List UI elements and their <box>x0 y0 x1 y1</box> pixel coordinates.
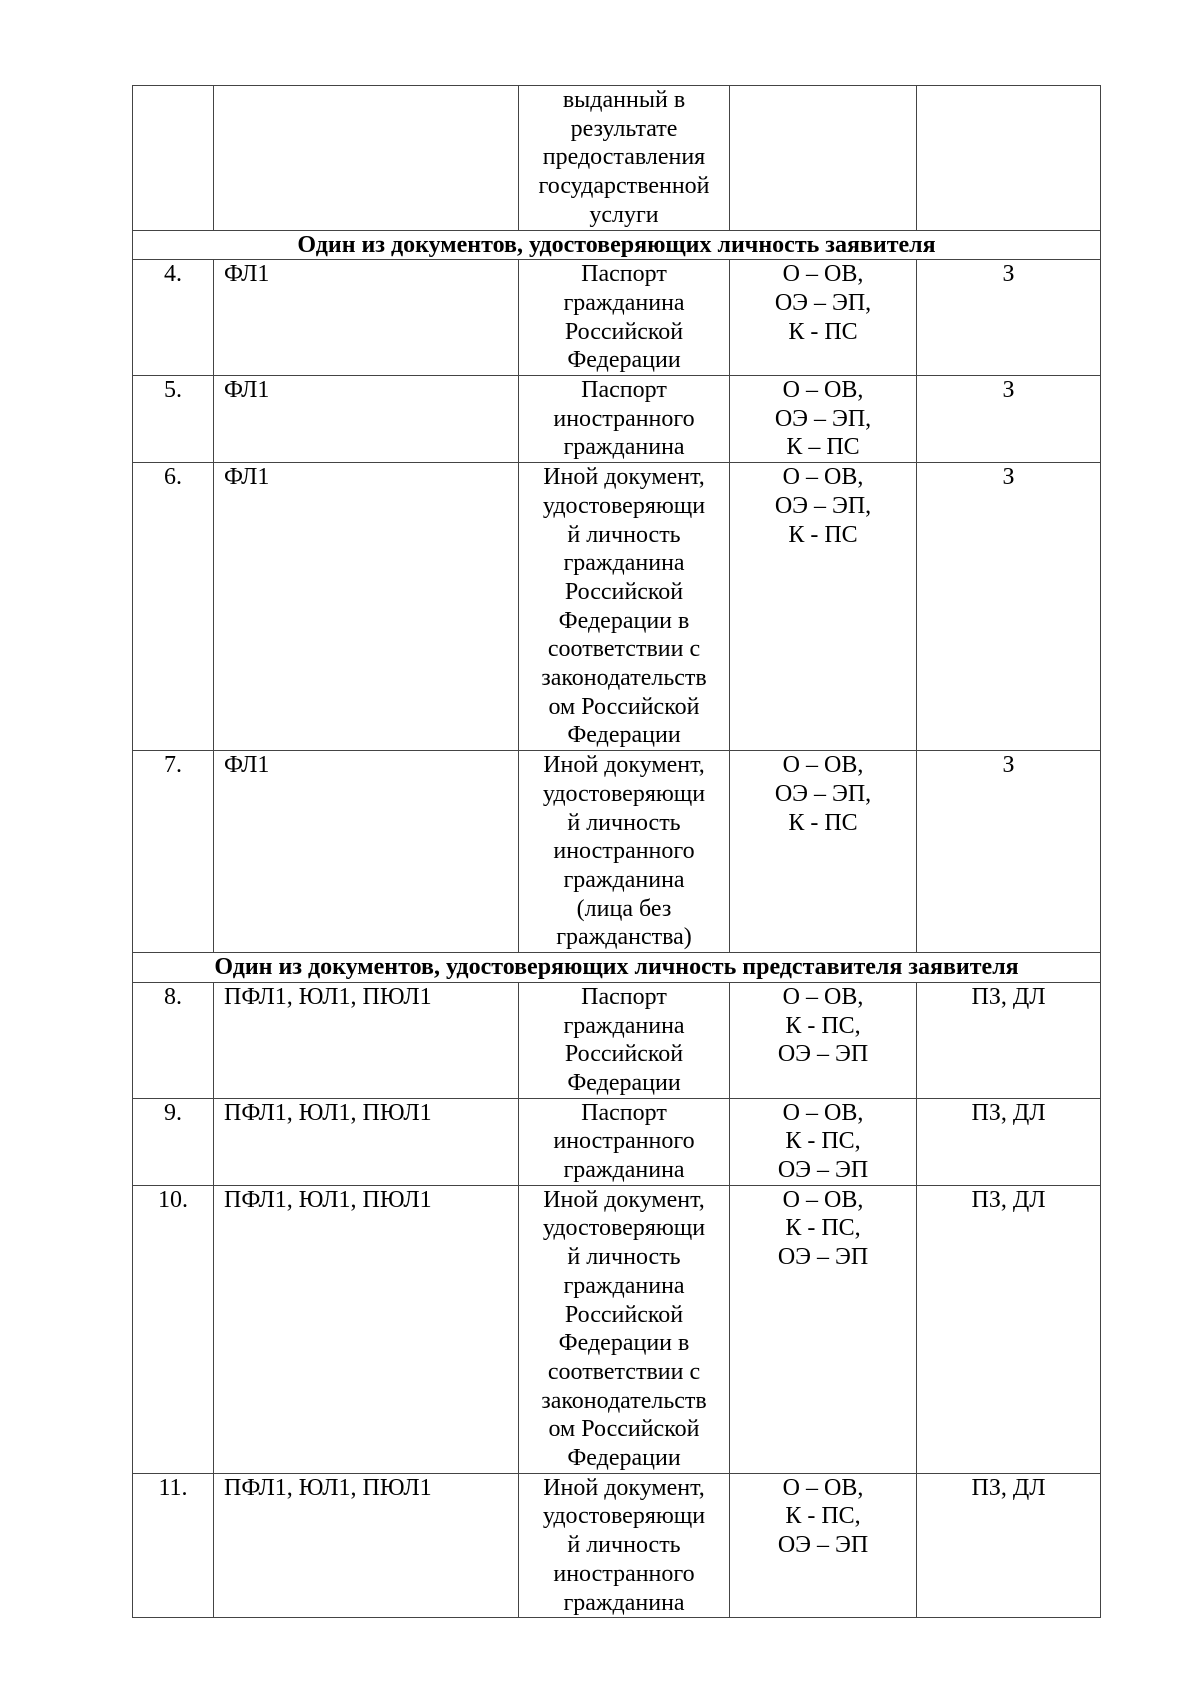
cell-submitter: З <box>917 463 1101 751</box>
cell-number: 6. <box>133 463 214 751</box>
cell-number: 10. <box>133 1185 214 1473</box>
cell-submitter: ПЗ, ДЛ <box>917 1473 1101 1618</box>
cell-applicants: ПФЛ1, ЮЛ1, ПЮЛ1 <box>214 1473 519 1618</box>
table-row-continuation <box>133 86 1101 231</box>
table-row <box>133 982 1101 1098</box>
section-heading: Один из документов, удостоверяющих личность представителя заявителя <box>133 953 1101 983</box>
cell-applicants: ПФЛ1, ЮЛ1, ПЮЛ1 <box>214 982 519 1098</box>
cell-applicants: ФЛ1 <box>214 751 519 953</box>
cell-document: Иной документ, удостоверяющи й личность иностранного гражданина (лица без гражданства) <box>519 751 730 953</box>
cell-forms: О – ОВ, К - ПС, ОЭ – ЭП <box>730 982 917 1098</box>
documents-table <box>132 85 1101 1618</box>
cell-document: выданный в результате предоставления государственной услуги <box>519 86 730 231</box>
table-row <box>133 1185 1101 1473</box>
cell-submitter: З <box>917 751 1101 953</box>
cell-document: Иной документ, удостоверяющи й личность гражданина Российской Федерации в соответствии с законодательств ом Российской Федерации <box>519 463 730 751</box>
cell-submitter: ПЗ, ДЛ <box>917 1098 1101 1185</box>
cell-forms: О – ОВ, ОЭ – ЭП, К - ПС <box>730 260 917 376</box>
table-row <box>133 463 1101 751</box>
section-heading-row <box>133 953 1101 983</box>
table-row <box>133 376 1101 463</box>
cell-document: Паспорт иностранного гражданина <box>519 376 730 463</box>
cell-submitter <box>917 86 1101 231</box>
cell-submitter: З <box>917 260 1101 376</box>
cell-forms: О – ОВ, К - ПС, ОЭ – ЭП <box>730 1473 917 1618</box>
table-row <box>133 1473 1101 1618</box>
cell-document: Паспорт иностранного гражданина <box>519 1098 730 1185</box>
cell-number: 7. <box>133 751 214 953</box>
cell-document: Иной документ, удостоверяющи й личность иностранного гражданина <box>519 1473 730 1618</box>
cell-applicants: ФЛ1 <box>214 463 519 751</box>
cell-forms: О – ОВ, ОЭ – ЭП, К – ПС <box>730 376 917 463</box>
cell-number <box>133 86 214 231</box>
section-heading-row <box>133 230 1101 260</box>
cell-applicants: ФЛ1 <box>214 376 519 463</box>
table-row <box>133 751 1101 953</box>
cell-submitter: З <box>917 376 1101 463</box>
cell-applicants: ФЛ1 <box>214 260 519 376</box>
cell-submitter: ПЗ, ДЛ <box>917 1185 1101 1473</box>
cell-applicants: ПФЛ1, ЮЛ1, ПЮЛ1 <box>214 1185 519 1473</box>
section-heading: Один из документов, удостоверяющих личность заявителя <box>133 230 1101 260</box>
cell-number: 4. <box>133 260 214 376</box>
cell-number: 9. <box>133 1098 214 1185</box>
cell-document: Паспорт гражданина Российской Федерации <box>519 982 730 1098</box>
cell-number: 5. <box>133 376 214 463</box>
cell-document: Паспорт гражданина Российской Федерации <box>519 260 730 376</box>
table-row <box>133 1098 1101 1185</box>
cell-number: 11. <box>133 1473 214 1618</box>
cell-document: Иной документ, удостоверяющи й личность гражданина Российской Федерации в соответствии с законодательств ом Российской Федерации <box>519 1185 730 1473</box>
table-row <box>133 260 1101 376</box>
cell-forms: О – ОВ, ОЭ – ЭП, К - ПС <box>730 751 917 953</box>
cell-submitter: ПЗ, ДЛ <box>917 982 1101 1098</box>
cell-applicants <box>214 86 519 231</box>
cell-forms: О – ОВ, ОЭ – ЭП, К - ПС <box>730 463 917 751</box>
cell-applicants: ПФЛ1, ЮЛ1, ПЮЛ1 <box>214 1098 519 1185</box>
cell-number: 8. <box>133 982 214 1098</box>
cell-forms: О – ОВ, К - ПС, ОЭ – ЭП <box>730 1098 917 1185</box>
cell-forms <box>730 86 917 231</box>
cell-forms: О – ОВ, К - ПС, ОЭ – ЭП <box>730 1185 917 1473</box>
